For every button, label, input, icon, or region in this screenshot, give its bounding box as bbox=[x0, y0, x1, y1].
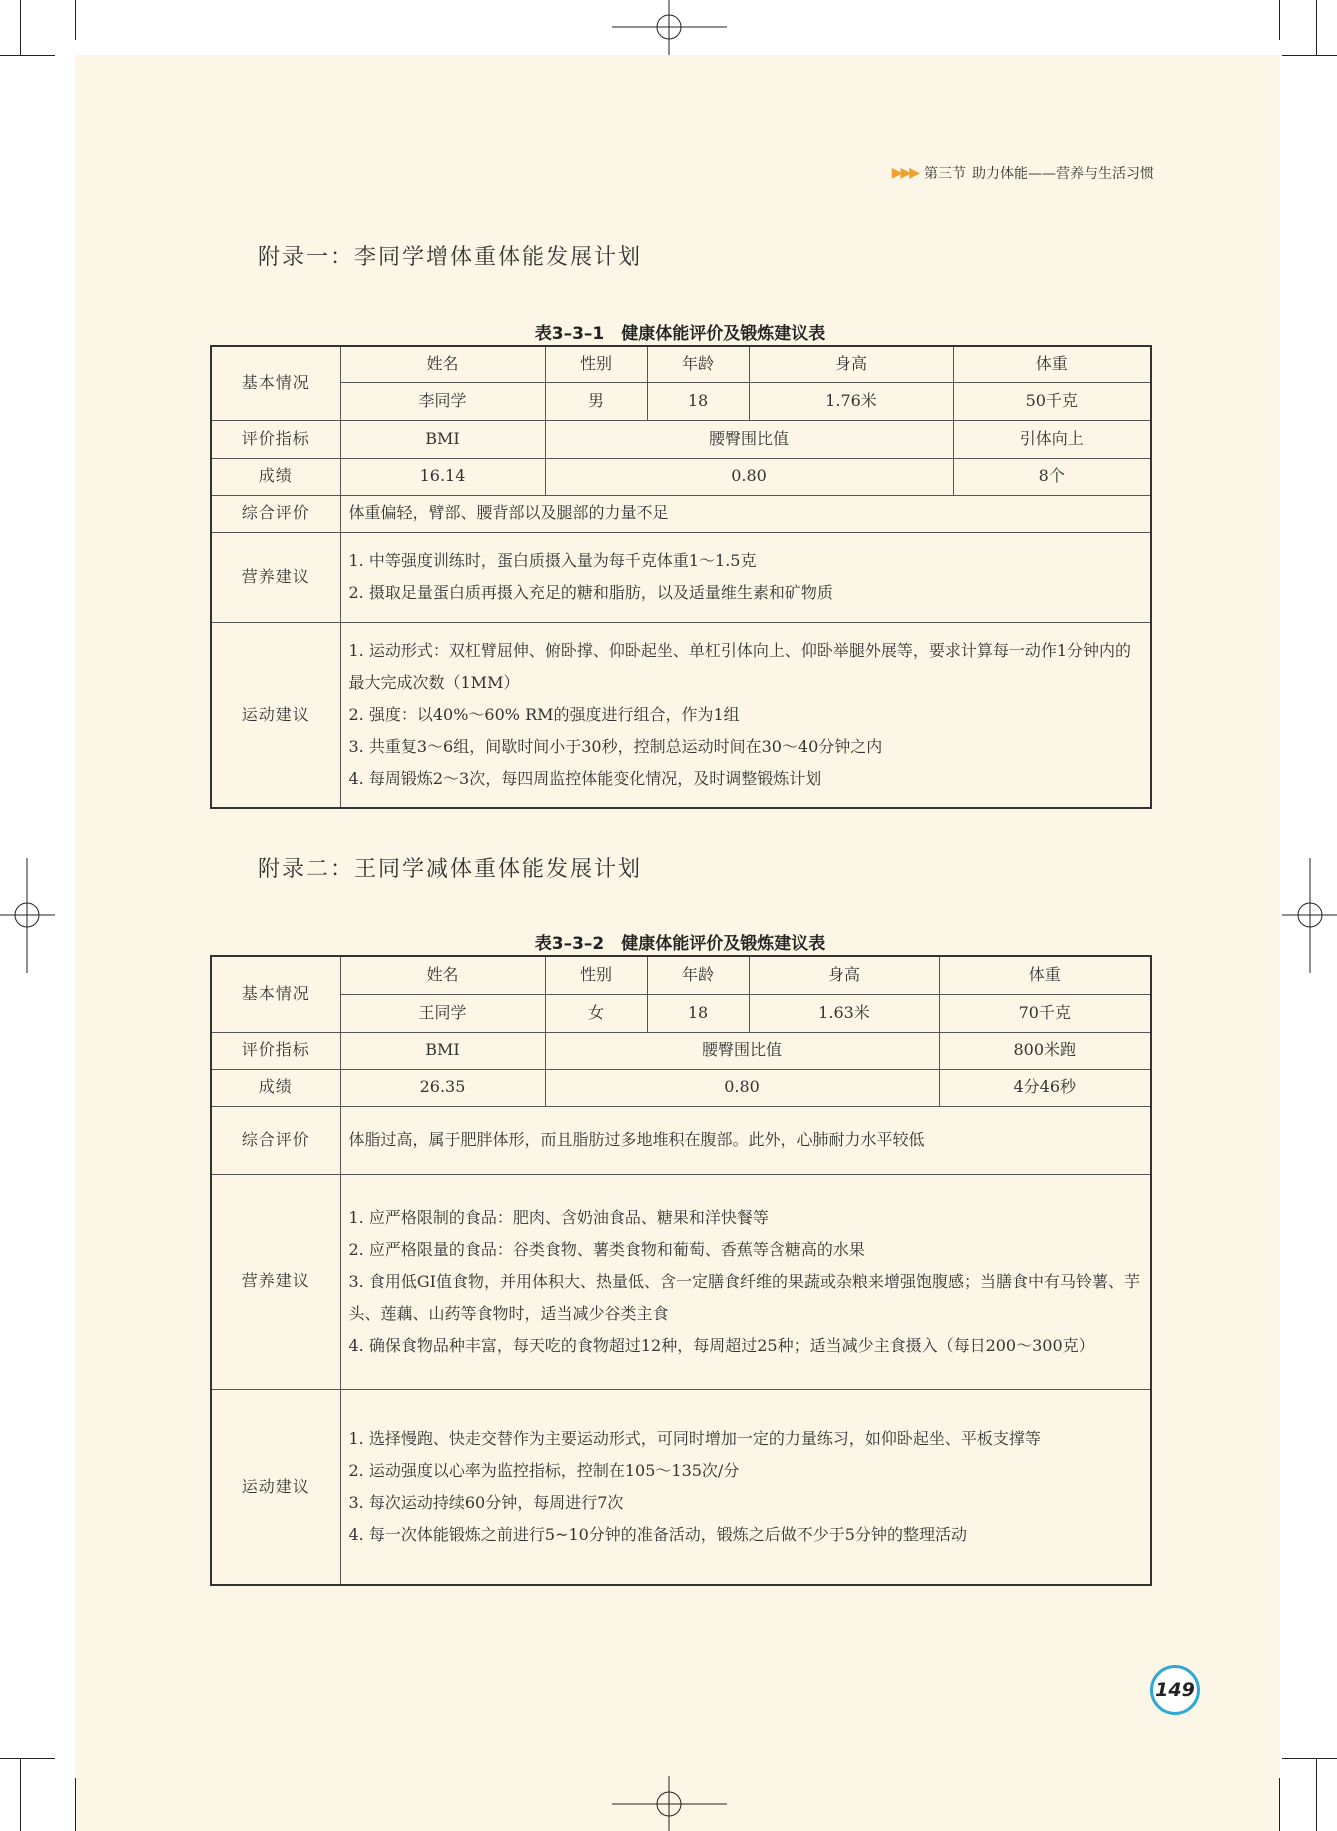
value-gender: 女 bbox=[545, 994, 647, 1032]
table-row bbox=[211, 1106, 1151, 1174]
score-waist-hip: 0.80 bbox=[545, 1069, 939, 1106]
registration-mark-top bbox=[612, 0, 727, 60]
table-1-caption: 表3–3–1 健康体能评价及锻炼建议表 bbox=[534, 324, 826, 344]
crop-mark bbox=[1316, 0, 1317, 55]
table-2 bbox=[210, 955, 1152, 1586]
list-item: 4. 确保食物品种丰富，每天吃的食物超过12种，每周超过25种；适当减少主食摄入（每日200～300克） bbox=[348, 1335, 1095, 1355]
crop-mark bbox=[1279, 0, 1280, 40]
nutrition-label: 营养建议 bbox=[211, 532, 340, 622]
score-bmi: 26.35 bbox=[340, 1069, 545, 1106]
score-third: 8个 bbox=[953, 458, 1151, 495]
list-item: 2. 应严格限量的食品：谷类食物、薯类食物和葡萄、香蕉等含糖高的水果 bbox=[348, 1239, 865, 1259]
value-age: 18 bbox=[647, 994, 749, 1032]
table-row bbox=[211, 382, 1151, 420]
overall-label: 综合评价 bbox=[211, 495, 340, 532]
crop-mark bbox=[0, 55, 55, 56]
crop-mark bbox=[20, 1758, 21, 1831]
score-bmi: 16.14 bbox=[340, 458, 545, 495]
table-row bbox=[211, 994, 1151, 1032]
section-label: 第三节 bbox=[924, 166, 966, 182]
table-1 bbox=[210, 345, 1152, 809]
basic-label: 基本情况 bbox=[211, 346, 340, 420]
index-third: 800米跑 bbox=[939, 1032, 1151, 1069]
overall-label: 综合评价 bbox=[211, 1106, 340, 1174]
registration-mark-left bbox=[0, 858, 60, 973]
nutrition-label: 营养建议 bbox=[211, 1174, 340, 1389]
registration-mark-right bbox=[1277, 858, 1337, 973]
nutrition-list bbox=[340, 532, 1151, 622]
running-header bbox=[892, 163, 1154, 183]
index-waist-hip: 腰臀围比值 bbox=[545, 420, 953, 458]
section-title: 助力体能——营养与生活习惯 bbox=[972, 166, 1154, 182]
table-row bbox=[211, 495, 1151, 532]
header-height: 身高 bbox=[749, 956, 939, 994]
value-weight: 70千克 bbox=[939, 994, 1151, 1032]
list-item: 3. 食用低GI值食物，并用体积大、热量低、含一定膳食纤维的果蔬或杂粮来增强饱腹感；当膳食中有马铃薯、芋头、莲藕、山药等食物时，适当减少谷类主食 bbox=[348, 1271, 1140, 1323]
registration-mark-bottom bbox=[612, 1771, 727, 1831]
score-label: 成绩 bbox=[211, 1069, 340, 1106]
crop-mark bbox=[75, 0, 76, 40]
list-item: 1. 中等强度训练时，蛋白质摄入量为每千克体重1～1.5克 bbox=[348, 551, 757, 570]
appendix-2-title: 附录二：王同学减体重体能发展计划 bbox=[258, 857, 643, 882]
table-row bbox=[211, 622, 1151, 808]
value-name: 王同学 bbox=[340, 994, 545, 1032]
table-row bbox=[211, 346, 1151, 382]
table-row bbox=[211, 1032, 1151, 1069]
table-row bbox=[211, 420, 1151, 458]
table-row bbox=[211, 956, 1151, 994]
table-2-caption: 表3–3–2 健康体能评价及锻炼建议表 bbox=[534, 934, 826, 954]
crop-mark bbox=[1282, 1758, 1337, 1759]
list-item: 3. 每次运动持续60分钟，每周进行7次 bbox=[348, 1492, 624, 1512]
header-age: 年龄 bbox=[647, 346, 749, 382]
table-row bbox=[211, 458, 1151, 495]
page-number: 149 bbox=[1150, 1665, 1200, 1715]
list-item: 1. 应严格限制的食品：肥肉、含奶油食品、糖果和洋快餐等 bbox=[348, 1207, 769, 1227]
table-row bbox=[211, 532, 1151, 622]
score-label: 成绩 bbox=[211, 458, 340, 495]
crop-mark bbox=[1282, 55, 1337, 56]
exercise-list bbox=[340, 622, 1151, 808]
header-weight: 体重 bbox=[939, 956, 1151, 994]
index-bmi: BMI bbox=[340, 420, 545, 458]
index-bmi: BMI bbox=[340, 1032, 545, 1069]
list-item: 2. 摄取足量蛋白质再摄入充足的糖和脂肪，以及适量维生素和矿物质 bbox=[348, 583, 833, 602]
value-name: 李同学 bbox=[340, 382, 545, 420]
crop-mark bbox=[1279, 1778, 1280, 1831]
index-waist-hip: 腰臀围比值 bbox=[545, 1032, 939, 1069]
header-gender: 性别 bbox=[545, 346, 647, 382]
header-gender: 性别 bbox=[545, 956, 647, 994]
value-gender: 男 bbox=[545, 382, 647, 420]
table-row bbox=[211, 1174, 1151, 1389]
value-weight: 50千克 bbox=[953, 382, 1151, 420]
exercise-label: 运动建议 bbox=[211, 1389, 340, 1585]
header-height: 身高 bbox=[749, 346, 953, 382]
appendix-1-title: 附录一：李同学增体重体能发展计划 bbox=[258, 245, 643, 270]
list-item: 4. 每周锻炼2～3次，每四周监控体能变化情况，及时调整锻炼计划 bbox=[348, 768, 822, 788]
nutrition-list bbox=[340, 1174, 1151, 1389]
crop-mark bbox=[1316, 1758, 1317, 1831]
list-item: 2. 运动强度以心率为监控指标，控制在105～135次/分 bbox=[348, 1460, 740, 1480]
header-age: 年龄 bbox=[647, 956, 749, 994]
crop-mark bbox=[0, 1758, 55, 1759]
list-item: 1. 选择慢跑、快走交替作为主要运动形式，可同时增加一定的力量练习，如仰卧起坐、平板支撑等 bbox=[348, 1428, 1041, 1448]
basic-label: 基本情况 bbox=[211, 956, 340, 1032]
table-row bbox=[211, 1389, 1151, 1585]
table-row bbox=[211, 1069, 1151, 1106]
score-waist-hip: 0.80 bbox=[545, 458, 953, 495]
index-third: 引体向上 bbox=[953, 420, 1151, 458]
value-height: 1.63米 bbox=[749, 994, 939, 1032]
score-third: 4分46秒 bbox=[939, 1069, 1151, 1106]
exercise-list bbox=[340, 1389, 1151, 1585]
header-name: 姓名 bbox=[340, 956, 545, 994]
crop-mark bbox=[20, 0, 21, 55]
exercise-label: 运动建议 bbox=[211, 622, 340, 808]
list-item: 4. 每一次体能锻炼之前进行5~10分钟的准备活动，锻炼之后做不少于5分钟的整理活动 bbox=[348, 1524, 967, 1544]
crop-mark bbox=[75, 1778, 76, 1831]
list-item: 3. 共重复3～6组，间歇时间小于30秒，控制总运动时间在30～40分钟之内 bbox=[348, 736, 883, 756]
overall-text: 体重偏轻，臂部、腰背部以及腿部的力量不足 bbox=[340, 495, 1151, 532]
header-weight: 体重 bbox=[953, 346, 1151, 382]
header-name: 姓名 bbox=[340, 346, 545, 382]
list-item: 2. 强度：以40%～60% RM的强度进行组合，作为1组 bbox=[348, 704, 740, 724]
index-label: 评价指标 bbox=[211, 1032, 340, 1069]
value-height: 1.76米 bbox=[749, 382, 953, 420]
index-label: 评价指标 bbox=[211, 420, 340, 458]
overall-text: 体脂过高，属于肥胖体形，而且脂肪过多地堆积在腹部。此外，心肺耐力水平较低 bbox=[340, 1106, 1151, 1174]
list-item: 1. 运动形式：双杠臂屈伸、俯卧撑、仰卧起坐、单杠引体向上、仰卧举腿外展等，要求计算每一动作1分钟内的最大完成次数（1MM） bbox=[348, 640, 1132, 692]
value-age: 18 bbox=[647, 382, 749, 420]
arrows-icon: ▶▶▶ bbox=[891, 165, 918, 181]
